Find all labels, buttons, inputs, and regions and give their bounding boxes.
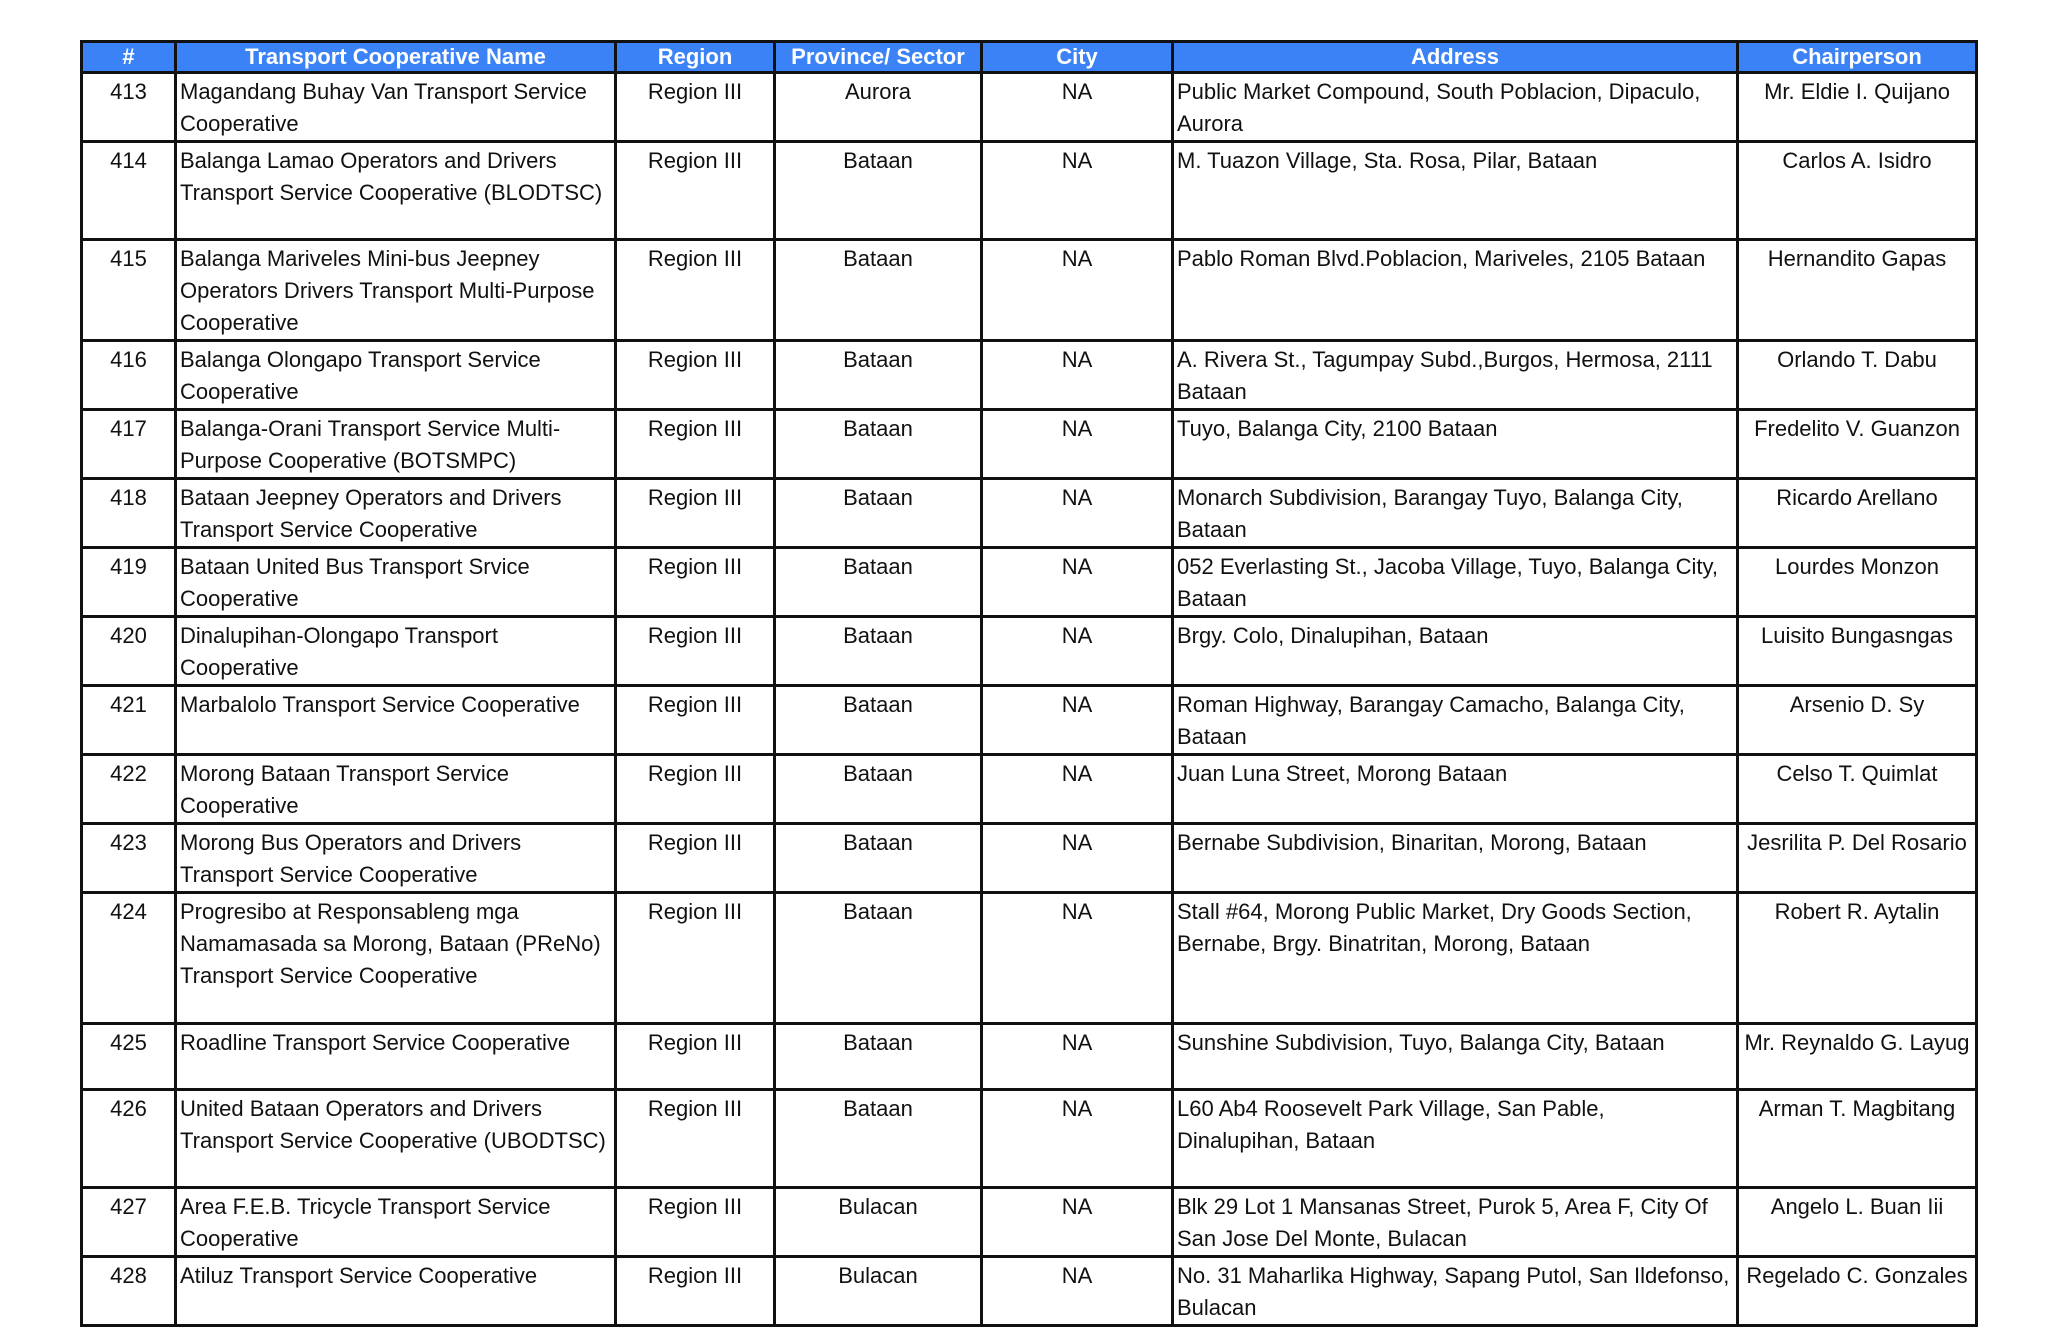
region-cell: Region III xyxy=(616,893,775,1024)
table-row xyxy=(82,240,1977,341)
row-number: 425 xyxy=(82,1024,176,1090)
row-number: 428 xyxy=(82,1257,176,1326)
chairperson-cell: Hernandito Gapas xyxy=(1738,240,1977,341)
table-row xyxy=(82,479,1977,548)
table-row xyxy=(82,142,1977,240)
cooperative-name: Morong Bus Operators and Drivers Transport Service Cooperative xyxy=(176,824,616,893)
city-cell: NA xyxy=(982,1024,1173,1090)
city-cell: NA xyxy=(982,1257,1173,1326)
city-cell: NA xyxy=(982,824,1173,893)
col-header-region: Region xyxy=(616,42,775,73)
province-cell: Bataan xyxy=(775,410,982,479)
province-cell: Bataan xyxy=(775,686,982,755)
cooperative-name: Balanga-Orani Transport Service Multi-Purpose Cooperative (BOTSMPC) xyxy=(176,410,616,479)
row-number: 415 xyxy=(82,240,176,341)
address-cell: Monarch Subdivision, Barangay Tuyo, Balanga City, Bataan xyxy=(1173,479,1738,548)
address-cell: Pablo Roman Blvd.Poblacion, Mariveles, 2105 Bataan xyxy=(1173,240,1738,341)
row-number: 422 xyxy=(82,755,176,824)
row-number: 416 xyxy=(82,341,176,410)
chairperson-cell: Fredelito V. Guanzon xyxy=(1738,410,1977,479)
chairperson-cell: Carlos A. Isidro xyxy=(1738,142,1977,240)
cooperative-name: Balanga Lamao Operators and Drivers Transport Service Cooperative (BLODTSC) xyxy=(176,142,616,240)
col-header-name: Transport Cooperative Name xyxy=(176,42,616,73)
table-row xyxy=(82,1090,1977,1188)
address-cell: No. 31 Maharlika Highway, Sapang Putol, San Ildefonso, Bulacan xyxy=(1173,1257,1738,1326)
col-header-address: Address xyxy=(1173,42,1738,73)
city-cell: NA xyxy=(982,410,1173,479)
city-cell: NA xyxy=(982,893,1173,1024)
table-row xyxy=(82,824,1977,893)
region-cell: Region III xyxy=(616,341,775,410)
region-cell: Region III xyxy=(616,479,775,548)
region-cell: Region III xyxy=(616,686,775,755)
region-cell: Region III xyxy=(616,824,775,893)
cooperative-name: Balanga Mariveles Mini-bus Jeepney Operators Drivers Transport Multi-Purpose Cooperative xyxy=(176,240,616,341)
table-row xyxy=(82,1188,1977,1257)
cooperative-table xyxy=(80,40,1978,1327)
province-cell: Aurora xyxy=(775,73,982,142)
cooperative-name: Balanga Olongapo Transport Service Cooperative xyxy=(176,341,616,410)
cooperative-name: Bataan Jeepney Operators and Drivers Transport Service Cooperative xyxy=(176,479,616,548)
province-cell: Bulacan xyxy=(775,1257,982,1326)
row-number: 418 xyxy=(82,479,176,548)
city-cell: NA xyxy=(982,548,1173,617)
city-cell: NA xyxy=(982,341,1173,410)
cooperative-name: Atiluz Transport Service Cooperative xyxy=(176,1257,616,1326)
province-cell: Bataan xyxy=(775,341,982,410)
row-number: 426 xyxy=(82,1090,176,1188)
province-cell: Bataan xyxy=(775,893,982,1024)
address-cell: M. Tuazon Village, Sta. Rosa, Pilar, Bataan xyxy=(1173,142,1738,240)
chairperson-cell: Orlando T. Dabu xyxy=(1738,341,1977,410)
region-cell: Region III xyxy=(616,617,775,686)
address-cell: Roman Highway, Barangay Camacho, Balanga City, Bataan xyxy=(1173,686,1738,755)
col-header-number: # xyxy=(82,42,176,73)
province-cell: Bataan xyxy=(775,824,982,893)
region-cell: Region III xyxy=(616,1188,775,1257)
cooperative-name: Area F.E.B. Tricycle Transport Service Cooperative xyxy=(176,1188,616,1257)
address-cell: Sunshine Subdivision, Tuyo, Balanga City, Bataan xyxy=(1173,1024,1738,1090)
region-cell: Region III xyxy=(616,1024,775,1090)
province-cell: Bataan xyxy=(775,479,982,548)
table-row xyxy=(82,73,1977,142)
cooperative-name: Progresibo at Responsableng mga Namamasada sa Morong, Bataan (PReNo) Transport Service Cooperative xyxy=(176,893,616,1024)
city-cell: NA xyxy=(982,479,1173,548)
city-cell: NA xyxy=(982,240,1173,341)
region-cell: Region III xyxy=(616,755,775,824)
address-cell: 052 Everlasting St., Jacoba Village, Tuyo, Balanga City, Bataan xyxy=(1173,548,1738,617)
row-number: 413 xyxy=(82,73,176,142)
chairperson-cell: Mr. Eldie I. Quijano xyxy=(1738,73,1977,142)
col-header-city: City xyxy=(982,42,1173,73)
row-number: 423 xyxy=(82,824,176,893)
province-cell: Bataan xyxy=(775,1090,982,1188)
header-row xyxy=(82,42,1977,73)
city-cell: NA xyxy=(982,686,1173,755)
cooperative-name: Roadline Transport Service Cooperative xyxy=(176,1024,616,1090)
region-cell: Region III xyxy=(616,1090,775,1188)
address-cell: Blk 29 Lot 1 Mansanas Street, Purok 5, Area F, City Of San Jose Del Monte, Bulacan xyxy=(1173,1188,1738,1257)
province-cell: Bataan xyxy=(775,617,982,686)
city-cell: NA xyxy=(982,73,1173,142)
address-cell: Bernabe Subdivision, Binaritan, Morong, Bataan xyxy=(1173,824,1738,893)
cooperative-name: Dinalupihan-Olongapo Transport Cooperative xyxy=(176,617,616,686)
address-cell: Tuyo, Balanga City, 2100 Bataan xyxy=(1173,410,1738,479)
cooperative-name: Morong Bataan Transport Service Cooperative xyxy=(176,755,616,824)
chairperson-cell: Angelo L. Buan Iii xyxy=(1738,1188,1977,1257)
cooperative-name: Bataan United Bus Transport Srvice Cooperative xyxy=(176,548,616,617)
city-cell: NA xyxy=(982,617,1173,686)
chairperson-cell: Luisito Bungasngas xyxy=(1738,617,1977,686)
city-cell: NA xyxy=(982,142,1173,240)
table-row xyxy=(82,548,1977,617)
chairperson-cell: Robert R. Aytalin xyxy=(1738,893,1977,1024)
cooperative-name: Marbalolo Transport Service Cooperative xyxy=(176,686,616,755)
table-row xyxy=(82,410,1977,479)
address-cell: Stall #64, Morong Public Market, Dry Goods Section, Bernabe, Brgy. Binatritan, Morong, Bataan xyxy=(1173,893,1738,1024)
chairperson-cell: Arsenio D. Sy xyxy=(1738,686,1977,755)
row-number: 427 xyxy=(82,1188,176,1257)
province-cell: Bataan xyxy=(775,142,982,240)
chairperson-cell: Mr. Reynaldo G. Layug xyxy=(1738,1024,1977,1090)
row-number: 417 xyxy=(82,410,176,479)
row-number: 419 xyxy=(82,548,176,617)
table-row xyxy=(82,1257,1977,1326)
address-cell: A. Rivera St., Tagumpay Subd.,Burgos, Hermosa, 2111 Bataan xyxy=(1173,341,1738,410)
province-cell: Bataan xyxy=(775,548,982,617)
cooperative-name: United Bataan Operators and Drivers Transport Service Cooperative (UBODTSC) xyxy=(176,1090,616,1188)
table-row xyxy=(82,1024,1977,1090)
chairperson-cell: Celso T. Quimlat xyxy=(1738,755,1977,824)
region-cell: Region III xyxy=(616,1257,775,1326)
region-cell: Region III xyxy=(616,142,775,240)
row-number: 424 xyxy=(82,893,176,1024)
region-cell: Region III xyxy=(616,73,775,142)
col-header-province: Province/ Sector xyxy=(775,42,982,73)
city-cell: NA xyxy=(982,755,1173,824)
cooperative-table-container xyxy=(80,40,1975,1327)
province-cell: Bataan xyxy=(775,755,982,824)
chairperson-cell: Jesrilita P. Del Rosario xyxy=(1738,824,1977,893)
region-cell: Region III xyxy=(616,410,775,479)
table-row xyxy=(82,755,1977,824)
province-cell: Bataan xyxy=(775,1024,982,1090)
table-row xyxy=(82,617,1977,686)
table-row xyxy=(82,341,1977,410)
col-header-chairperson: Chairperson xyxy=(1738,42,1977,73)
region-cell: Region III xyxy=(616,548,775,617)
table-row xyxy=(82,893,1977,1024)
city-cell: NA xyxy=(982,1188,1173,1257)
region-cell: Region III xyxy=(616,240,775,341)
chairperson-cell: Arman T. Magbitang xyxy=(1738,1090,1977,1188)
table-row xyxy=(82,686,1977,755)
address-cell: Juan Luna Street, Morong Bataan xyxy=(1173,755,1738,824)
row-number: 420 xyxy=(82,617,176,686)
chairperson-cell: Lourdes Monzon xyxy=(1738,548,1977,617)
chairperson-cell: Ricardo Arellano xyxy=(1738,479,1977,548)
row-number: 414 xyxy=(82,142,176,240)
address-cell: Public Market Compound, South Poblacion, Dipaculo, Aurora xyxy=(1173,73,1738,142)
cooperative-name: Magandang Buhay Van Transport Service Cooperative xyxy=(176,73,616,142)
city-cell: NA xyxy=(982,1090,1173,1188)
province-cell: Bulacan xyxy=(775,1188,982,1257)
province-cell: Bataan xyxy=(775,240,982,341)
row-number: 421 xyxy=(82,686,176,755)
address-cell: Brgy. Colo, Dinalupihan, Bataan xyxy=(1173,617,1738,686)
chairperson-cell: Regelado C. Gonzales xyxy=(1738,1257,1977,1326)
address-cell: L60 Ab4 Roosevelt Park Village, San Pable, Dinalupihan, Bataan xyxy=(1173,1090,1738,1188)
